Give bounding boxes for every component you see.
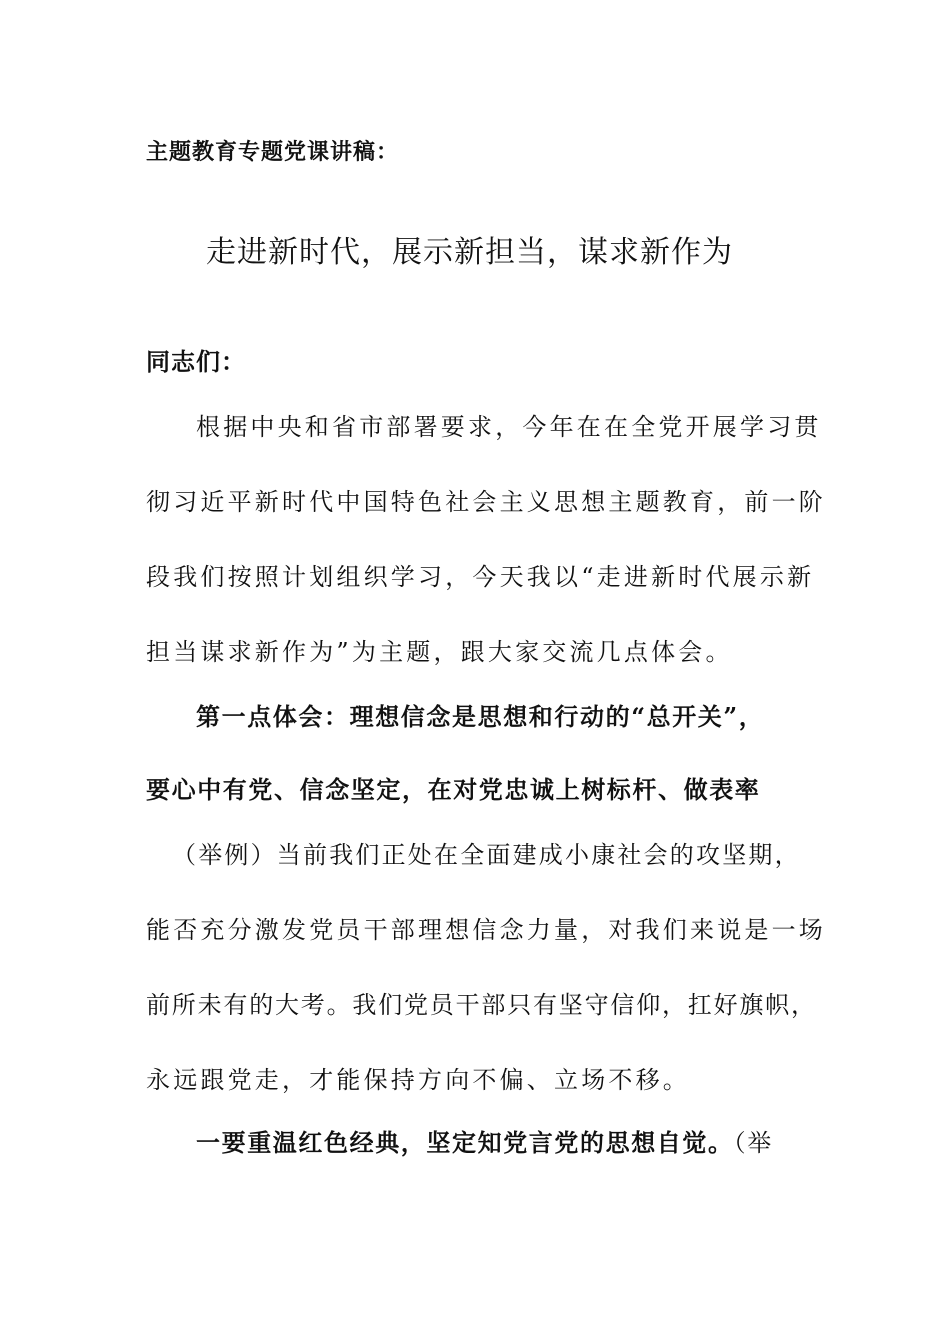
paragraph-line: 根据中央和省市部署要求，今年在在全党开展学习贯: [196, 413, 822, 441]
paragraph-line: 前所未有的大考。我们党员干部只有坚守信仰，扛好旗帜，: [146, 991, 817, 1019]
document-title: 走进新时代，展示新担当，谋求新作为: [206, 235, 733, 270]
paragraph-line: （举例）当前我们正处在全面建成小康社会的攻坚期，: [172, 841, 801, 869]
paragraph-line: 彻习近平新时代中国特色社会主义思想主题教育，前一阶: [146, 488, 826, 516]
paragraph-line: 担当谋求新作为”为主题，跟大家交流几点体会。: [146, 638, 733, 666]
paragraph-line: 永远跟党走，才能保持方向不偏、立场不移。: [146, 1066, 690, 1094]
paragraph-line: 能否充分激发党员干部理想信念力量，对我们来说是一场: [146, 916, 826, 944]
paragraph-line: 段我们按照计划组织学习，今天我以“走进新时代展示新: [146, 563, 815, 591]
section-heading-line: 第一点体会：理想信念是思想和行动的“总开关”，: [196, 702, 765, 731]
document-heading: 主题教育专题党课讲稿：: [146, 139, 400, 165]
salutation: 同志们：: [146, 347, 246, 376]
sub-point-bold-text: 一要重温红色经典，坚定知党言党的思想自觉。: [196, 1128, 734, 1157]
section-heading-line: 要心中有党、信念坚定，在对党忠诚上树标杆、做表率: [146, 775, 761, 804]
sub-point-normal-text: （举: [733, 1129, 773, 1157]
sub-point-line: [196, 1128, 773, 1157]
